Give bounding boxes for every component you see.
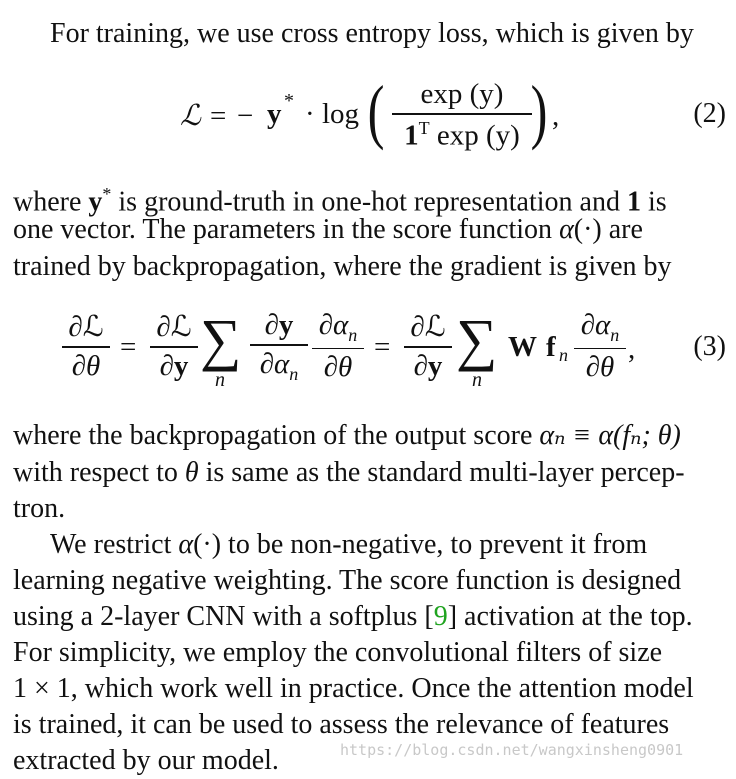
eq2-log: log <box>322 98 360 130</box>
eq3-fraction: $\partial\alpha_n$ ∂θ <box>312 309 364 384</box>
sum-symbol: ∑ <box>456 307 498 372</box>
equation-2 <box>0 72 736 172</box>
eq2-lparen: ( <box>367 71 385 151</box>
eq3-equals: = <box>120 331 137 363</box>
eq2-comma: , <box>552 100 560 132</box>
fraction-bar <box>150 346 198 348</box>
watermark: https://blog.csdn.net/wangxinsheng0901 <box>340 741 684 759</box>
eq3-f: f <box>546 331 556 363</box>
eq3-fraction: ∂ℒ ∂θ <box>62 309 110 383</box>
eq2-numerator: exp (y) <box>420 78 504 110</box>
eq3-fraction: ∂ℒ ∂y <box>404 309 452 383</box>
eq2-denominator: $1^T$ exp (y) <box>404 117 520 152</box>
eq2-lhs: ℒ = − <box>180 100 255 132</box>
fraction-bar <box>404 346 452 348</box>
fraction-bar <box>574 348 626 350</box>
eq3-fraction: ∂ℒ ∂y <box>150 309 198 383</box>
paragraph-line: extracted by our model. <box>13 745 279 776</box>
fraction-bar <box>392 113 532 115</box>
citation-link[interactable]: 9 <box>433 601 448 632</box>
fraction-bar <box>312 348 364 350</box>
eq3-fraction: ∂y $\partial\alpha_n$ <box>250 309 308 384</box>
eq3-comma: , <box>628 333 636 365</box>
eq2-dot: · <box>305 98 315 130</box>
fraction-bar <box>250 344 308 346</box>
equation-number: (3) <box>693 331 726 362</box>
sum-symbol: ∑ <box>200 307 242 372</box>
eq2-star: * <box>284 90 294 112</box>
paragraph-line: For simplicity, we employ the convolutional filters of size <box>13 637 663 668</box>
paragraph-line: is trained, it can be used to assess the relevance of features <box>13 709 670 740</box>
paragraph-line: using a 2-layer CNN with a softplus [9] activation at the top. <box>13 601 693 632</box>
sum-subscript: n <box>215 369 225 391</box>
eq3-fraction: $\partial\alpha_n$ ∂θ <box>574 309 626 384</box>
paragraph-line: For training, we use cross entropy loss, which is given by <box>50 18 694 49</box>
paragraph-line: 1 × 1, which work well in practice. Once the attention model <box>13 673 694 704</box>
paragraph-line: learning negative weighting. The score function is designed <box>13 565 682 596</box>
sum-subscript: n <box>472 369 482 391</box>
paragraph-line: where the backpropagation of the output score αₙ ≡ α(fₙ; θ) <box>13 420 681 451</box>
eq3-W: W <box>508 331 537 363</box>
eq3-f-sub: n <box>559 345 568 365</box>
paragraph-line: one vector. The parameters in the score function α(·) are <box>13 214 643 245</box>
paragraph-line: with respect to θ is same as the standard multi-layer percep- <box>13 457 685 488</box>
eq2-rparen: ) <box>530 71 548 151</box>
eq3-equals: = <box>374 331 391 363</box>
equation-3 <box>0 305 736 397</box>
fraction-bar <box>62 346 110 348</box>
equation-number: (2) <box>693 98 726 129</box>
paragraph-line: tron. <box>13 493 66 524</box>
eq2-ystar: y <box>267 98 282 130</box>
paragraph-line: where y* is ground-truth in one-hot representation and 1 is <box>13 184 667 218</box>
eq2-fraction <box>392 78 532 152</box>
paragraph-line: We restrict α(·) to be non-negative, to prevent it from <box>50 529 648 560</box>
paragraph-line: trained by backpropagation, where the gradient is given by <box>13 251 672 282</box>
